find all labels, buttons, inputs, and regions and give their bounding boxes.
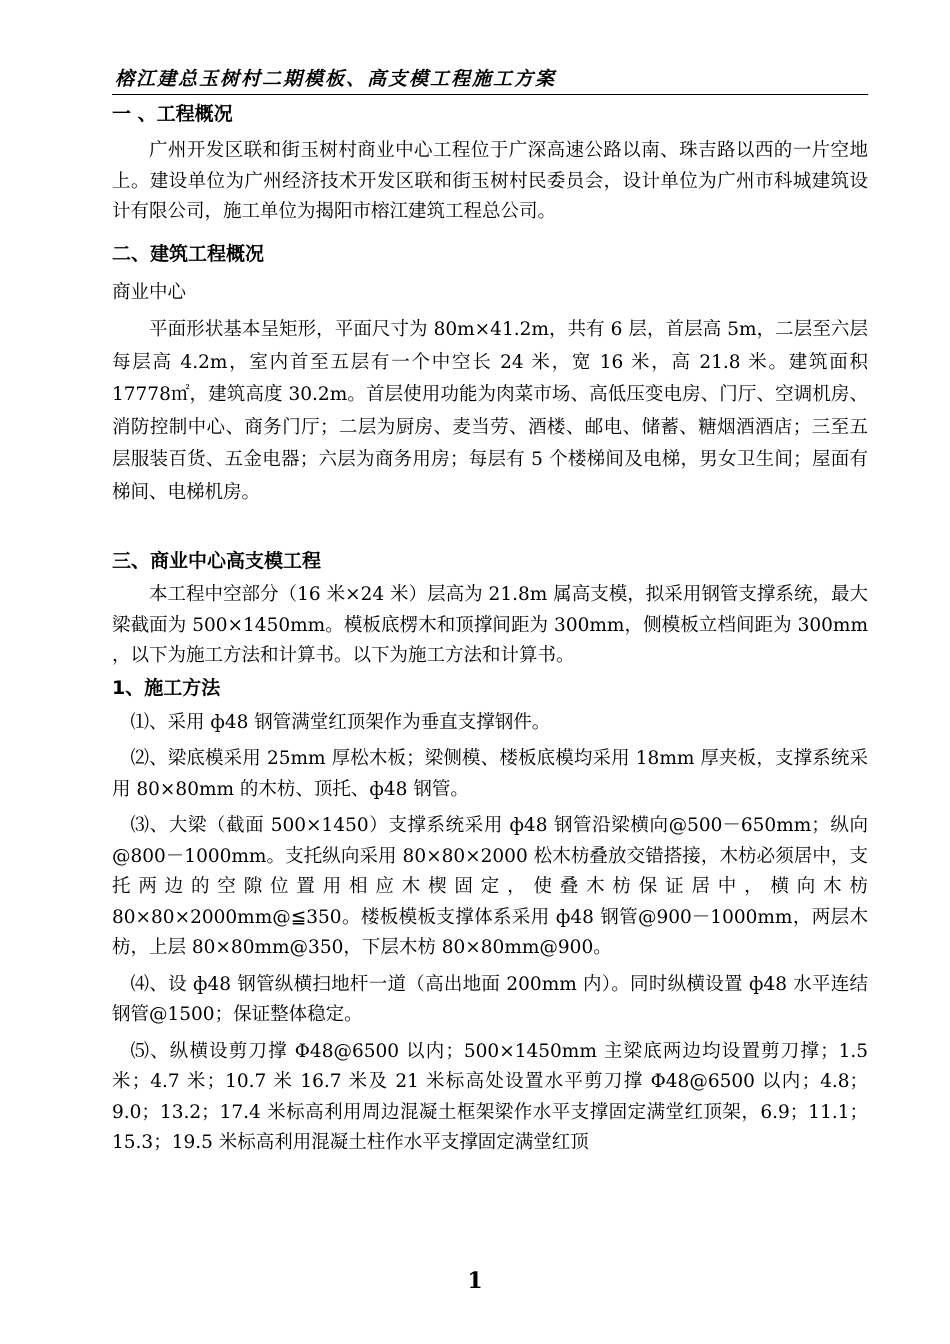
- section-2-subtitle: 商业中心: [112, 281, 187, 303]
- method-item-3: ⑶、大梁（截面 500×1450）支撑系统采用 ф48 钢管沿梁横向@500－650mm；纵向@800－1000mm。支托纵向采用 80×80×2000 松木枋叠放交错搭接，木枋必须居中，支托两边的空隙位置用相应木楔固定，使叠木枋保证居中，横向木枋 80×80×2000mm@≦350。楼板模板支撑体系采用 ф48 钢管@900－1000mm，两层木枋，上层 80×80mm@350，下层木枋 80×80mm@900。: [112, 815, 868, 958]
- section-3-paragraph: 本工程中空部分（16 米×24 米）层高为 21.8m 属高支模，拟采用钢管支撑系统，最大梁截面为 500×1450mm。模板底楞木和顶撑间距为 300mm，侧模板立档间距为 300mm ，以下为施工方法和计算书。以下为施工方法和计算书。: [112, 584, 868, 666]
- section-2-paragraph: 平面形状基本呈矩形，平面尺寸为 80m×41.2m，共有 6 层，首层高 5m，二层至六层每层高 4.2m，室内首至五层有一个中空长 24 米，宽 16 米，高 21.8 米。建筑面积 17778㎡，建筑高度 30.2m。首层使用功能为肉菜市场、高低压变电房、门厅、空调机房、消防控制中心、商务门厅；二层为厨房、麦当劳、酒楼、邮电、储蓄、糖烟酒酒店；三至五层服装百货、五金电器；六层为商务用房；每层有 5 个楼梯间及电梯，男女卫生间；屋面有梯间、电梯机房。: [112, 319, 868, 503]
- method-item-2: ⑵、梁底模采用 25mm 厚松木板；梁侧模、楼板底模均采用 18mm 厚夹板，支撑系统采用 80×80mm 的木枋、顶托、ф48 钢管。: [112, 748, 868, 800]
- section-2-heading: 二、建筑工程概况: [112, 242, 265, 265]
- method-item-4: ⑷、设 ф48 钢管纵横扫地杆一道（高出地面 200mm 内）。同时纵横设置 ф48 水平连结钢管@1500；保证整体稳定。: [112, 973, 868, 1025]
- document-header-title: 榕江建总玉树村二期模板、高支模工程施工方案: [115, 68, 557, 90]
- method-item-1: ⑴、采用 ф48 钢管满堂红顶架作为垂直支撑钢件。: [130, 711, 551, 733]
- section-1-heading: 一 、工程概况: [112, 103, 233, 125]
- method-item-5: ⑸、纵横设剪刀撑 Φ48@6500 以内；500×1450mm 主梁底两边均设置剪刀撑；1.5 米；4.7 米；10.7 米 16.7 米及 21 米标高处设置水平剪刀撑 Φ48@6500 以内；4.8；9.0；13.2；17.4 米标高利用周边混凝土框架梁作水平支撑固定满堂红顶架，6.9；11.1；15.3；19.5 米标高利用混凝土柱作水平支撑固定满堂红顶: [112, 1040, 868, 1153]
- section-3-heading: 三、商业中心高支模工程: [112, 550, 322, 572]
- section-1-paragraph: 广州开发区联和街玉树村商业中心工程位于广深高速公路以南、珠吉路以西的一片空地上。建设单位为广州经济技术开发区联和街玉树村民委员会，设计单位为广州市科城建筑设计有限公司，施工单位为揭阳市榕江建筑工程总公司。: [112, 140, 868, 222]
- header-divider: [112, 94, 868, 95]
- construction-method-heading: 1、施工方法: [112, 676, 221, 699]
- page-number: 1: [467, 1268, 483, 1294]
- document-body: [112, 100, 868, 1159]
